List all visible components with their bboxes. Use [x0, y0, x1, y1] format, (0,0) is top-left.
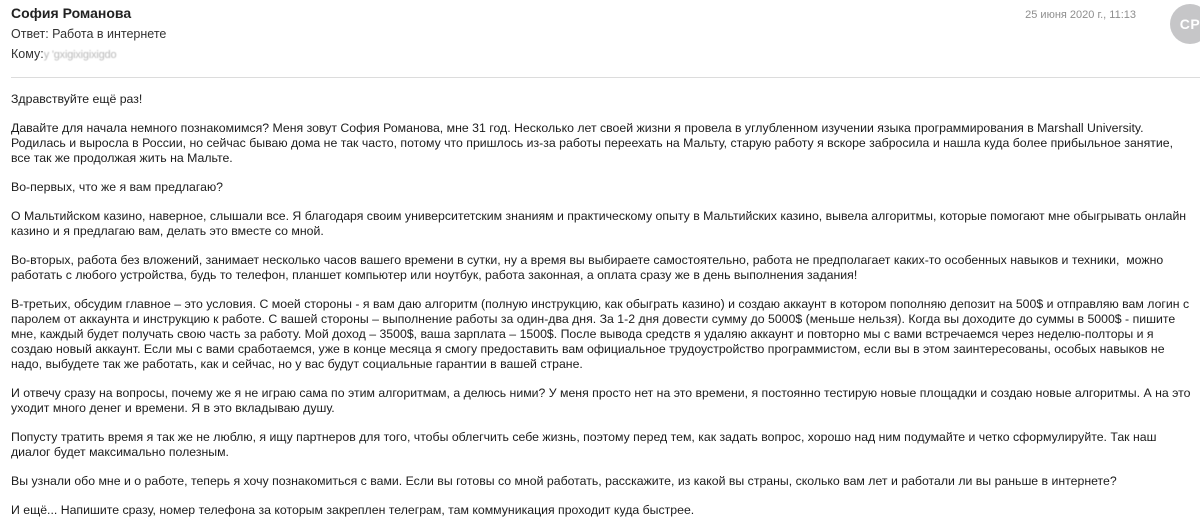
message-header: [0, 0, 1200, 76]
message-body: [11, 92, 1194, 532]
message-paragraph: О Мальтийском казино, наверное, слышали все. Я благодаря своим университетским знаниям и практическому опыту в Мальтийских казино, вывела алгоритмы, которые помогают мне обыгрывать онлайн казино и я предлагаю вам, делать это вместе со мной.: [11, 209, 1190, 238]
message-paragraph: В-третьих, обсудим главное – это условия. С моей стороны - я вам даю алгоритм (полную инструкцию, как обыграть казино) и создаю аккаунт в котором пополняю депозит на 500$ и отправляю вам логин с паролем от аккаунта и инструкцию к работе. С вашей стороны – выполнение работы за один-два дня. За 1-2 дня довести сумму до 5000$ (меньше нельзя). Когда вы доходите до суммы в 5000$ - пишите мне, каждый будет получать свою часть за работу. Мой доход – 3500$, ваша зарплата – 1500$. После вывода средств я удаляю аккаунт и повторно мы с вами встречаемся через неделю-полторы и я создаю новый аккаунт. Если мы с вами сработаемся, уже в конце месяца я смогу предоставить вам официальное трудоустройство программистом, если вы в этом заинтересованы, особых навыков не надо, выбудете так же работать, как и сейчас, но у вас будут социальные гарантии в вашей стране.: [11, 297, 1193, 371]
subject-line: [11, 27, 166, 41]
message-date: 25 июня 2020 г., 11:13: [1025, 9, 1136, 21]
message-paragraph: Вы узнали обо мне и о работе, теперь я хочу познакомиться с вами. Если вы готовы со мной работать, расскажите, из какой вы страны, сколько вам лет и работали ли вы раньше в интернете?: [11, 474, 1117, 488]
message-paragraph: И ещё... Напишите сразу, номер телефона за которым закреплен телеграм, там коммуникация проходит куда быстрее.: [11, 503, 695, 517]
message-paragraph: Попусту тратить время я так же не люблю, я ищу партнеров для того, чтобы облегчить себе жизнь, поэтому перед тем, как задать вопрос, хорошо над ним подумайте и четко сформулируйте. Так наш диалог будет максимально полезным.: [11, 430, 1160, 459]
message-paragraph: Во-первых, что же я вам предлагаю?: [11, 180, 224, 194]
message-paragraph: Давайте для начала немного познакомимся? Меня зовут София Романова, мне 31 год. Несколько лет своей жизни я провела в углубленном изучении языка программирования в Marshall University. Родилась и выросла в России, но сейчас бываю дома не так часто, потому что пришлось из-за работы переехать на Мальту, старую работу я вскоре забросила и нашла куда более прибыльное занятие, все так же продолжая жить на Мальте.: [11, 121, 1177, 165]
recipient-line: [11, 47, 116, 61]
message-paragraph: Здравствуйте ещё раз!: [11, 92, 143, 106]
to-label: Кому:: [11, 47, 44, 61]
sender-name[interactable]: София Романова: [11, 5, 132, 21]
message-paragraph: Во-вторых, работа без вложений, занимает несколько часов вашего времени в сутки, ну а время вы выбираете самостоятельно, работа не предполагает каких-то особенных навыков и техники, можно работать с любого устройства, будь то телефон, планшет компьютер или ноутбук, работа законная, а оплата сразу же в день выполнения задания!: [11, 253, 1167, 282]
message-paragraph: И отвечу сразу на вопросы, почему же я не играю сама по этим алгоритмам, а делюсь ними? У меня просто нет на это времени, я постоянно тестирую новые площадки и создаю новые алгоритмы. А на это уходит много денег и времени. Я в это вкладываю душу.: [11, 386, 1194, 415]
header-divider: [11, 77, 1200, 78]
subject-text: Работа в интернете: [52, 27, 167, 41]
subject-label: Ответ:: [11, 27, 49, 41]
sender-avatar[interactable]: СР: [1170, 4, 1200, 44]
recipient-address[interactable]: y 'gxigixigixigdo: [43, 49, 117, 61]
